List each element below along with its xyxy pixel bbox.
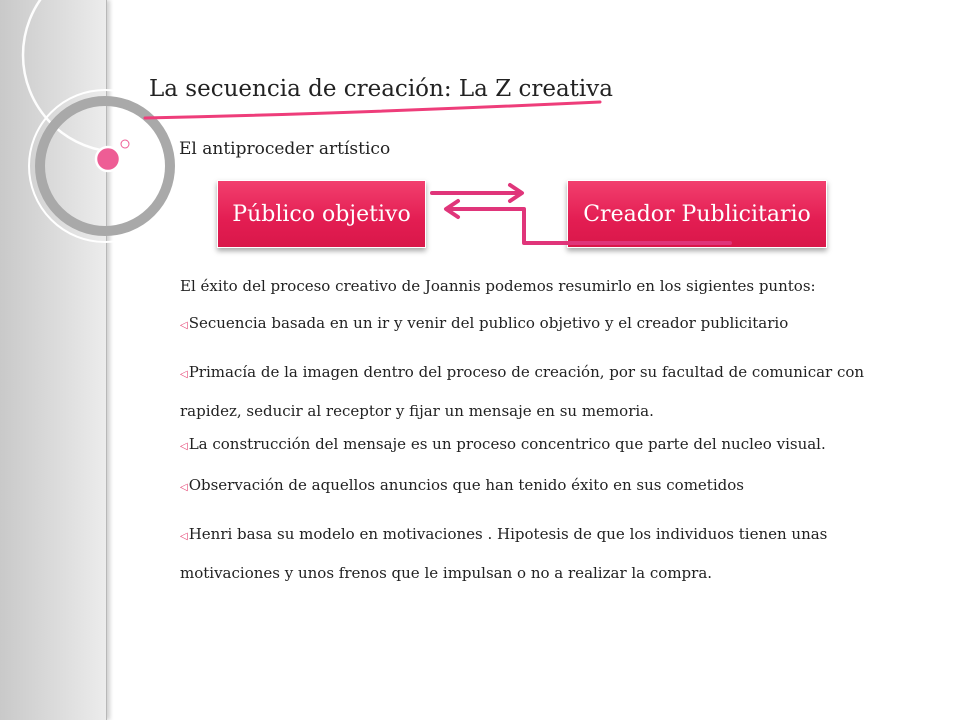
slide-title: La secuencia de creación: La Z creativa — [149, 76, 613, 102]
triangle-bullet-icon: ◁ — [180, 531, 188, 542]
publico-objetivo-box: Público objetivo — [217, 180, 426, 248]
list-item: ◁Primacía de la imagen dentro del proceso de creación, por su facultad de comunicar con rapidez, seducir al receptor y fijar un mensaje en su memoria. — [180, 363, 865, 420]
triangle-bullet-icon: ◁ — [180, 369, 188, 380]
slide-subtitle: El antiproceder artístico — [179, 139, 391, 159]
intro-text: El éxito del proceso creativo de Joannis podemos resumirlo en los sigientes puntos: — [180, 277, 816, 295]
triangle-bullet-icon: ◁ — [180, 441, 188, 452]
triangle-bullet-icon: ◁ — [180, 320, 188, 331]
list-item: ◁Secuencia basada en un ir y venir del publico objetivo y el creador publicitario — [180, 314, 789, 332]
decorative-circles — [0, 0, 260, 320]
triangle-bullet-icon: ◁ — [180, 482, 188, 493]
list-item: ◁Henri basa su modelo en motivaciones . Hipotesis de que los individuos tienen unas motivaciones y unos frenos que le impulsan o no a realizar la compra. — [180, 525, 828, 582]
list-item: ◁La construcción del mensaje es un proceso concentrico que parte del nucleo visual. — [180, 435, 826, 453]
title-underline — [140, 96, 610, 126]
creador-publicitario-box: Creador Publicitario — [567, 180, 827, 248]
cycle-arrows — [420, 175, 740, 255]
list-item: ◁Observación de aquellos anuncios que han tenido éxito en sus cometidos — [180, 476, 744, 494]
content-body — [180, 276, 900, 596]
